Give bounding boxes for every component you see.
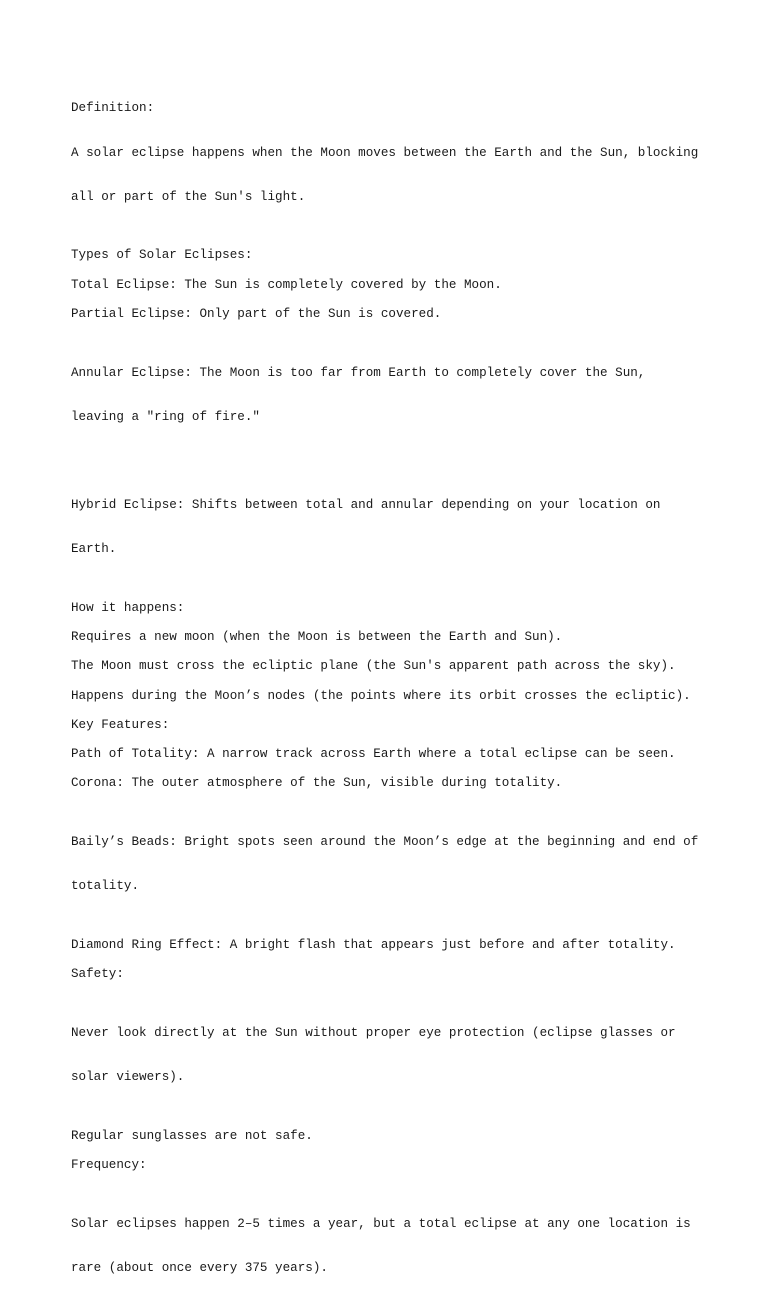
safety-item-eye-protection: [71, 997, 711, 1115]
feature-corona: Corona: The outer atmosphere of the Sun, visible during totality.: [71, 776, 563, 791]
type-total-eclipse: Total Eclipse: The Sun is completely covered by the Moon.: [71, 277, 502, 292]
frequency-line-1: Solar eclipses happen 2–5 times a year, but a total eclipse at any one location is: [71, 1216, 691, 1231]
definition-text-line-2: all or part of the Sun's light.: [71, 189, 306, 204]
types-heading: Types of Solar Eclipses:: [71, 248, 253, 263]
hybrid-line-2: Earth.: [71, 541, 117, 556]
safety-heading: Safety:: [71, 967, 124, 982]
annular-line-1: Annular Eclipse: The Moon is too far from Earth to completely cover the Sun,: [71, 365, 646, 380]
type-partial-eclipse: Partial Eclipse: Only part of the Sun is covered.: [71, 306, 442, 321]
type-annular-eclipse: [71, 336, 711, 454]
feature-diamond-ring: Diamond Ring Effect: A bright flash that appears just before and after totality.: [71, 937, 676, 952]
how-heading: How it happens:: [71, 600, 185, 615]
hybrid-line-1: Hybrid Eclipse: Shifts between total and annular depending on your location on: [71, 497, 661, 512]
definition-section: [71, 72, 711, 234]
how-item-nodes: Happens during the Moon’s nodes (the points where its orbit crosses the ecliptic).: [71, 688, 691, 703]
definition-heading: Definition:: [71, 101, 155, 116]
feature-bailys-beads: [71, 806, 711, 924]
frequency-text: [71, 1187, 711, 1305]
type-hybrid-eclipse: [71, 468, 711, 586]
definition-text-line-1: A solar eclipse happens when the Moon moves between the Earth and the Sun, blocking: [71, 145, 699, 160]
how-item-new-moon: Requires a new moon (when the Moon is between the Earth and Sun).: [71, 629, 563, 644]
safety-item-sunglasses: Regular sunglasses are not safe.: [71, 1128, 313, 1143]
annular-line-2: leaving a "ring of fire.": [71, 409, 260, 424]
safety-item1-line-1: Never look directly at the Sun without proper eye protection (eclipse glasses or: [71, 1025, 676, 1040]
bailys-line-2: totality.: [71, 879, 140, 894]
frequency-heading: Frequency:: [71, 1158, 147, 1173]
how-item-ecliptic: The Moon must cross the ecliptic plane (the Sun's apparent path across the sky).: [71, 659, 676, 674]
frequency-line-2: rare (about once every 375 years).: [71, 1260, 328, 1275]
document-page: [71, 72, 711, 1305]
features-heading: Key Features:: [71, 717, 170, 732]
feature-path-of-totality: Path of Totality: A narrow track across Earth where a total eclipse can be seen.: [71, 747, 676, 762]
safety-item1-line-2: solar viewers).: [71, 1070, 185, 1085]
bailys-line-1: Baily’s Beads: Bright spots seen around the Moon’s edge at the beginning and end of: [71, 835, 699, 850]
